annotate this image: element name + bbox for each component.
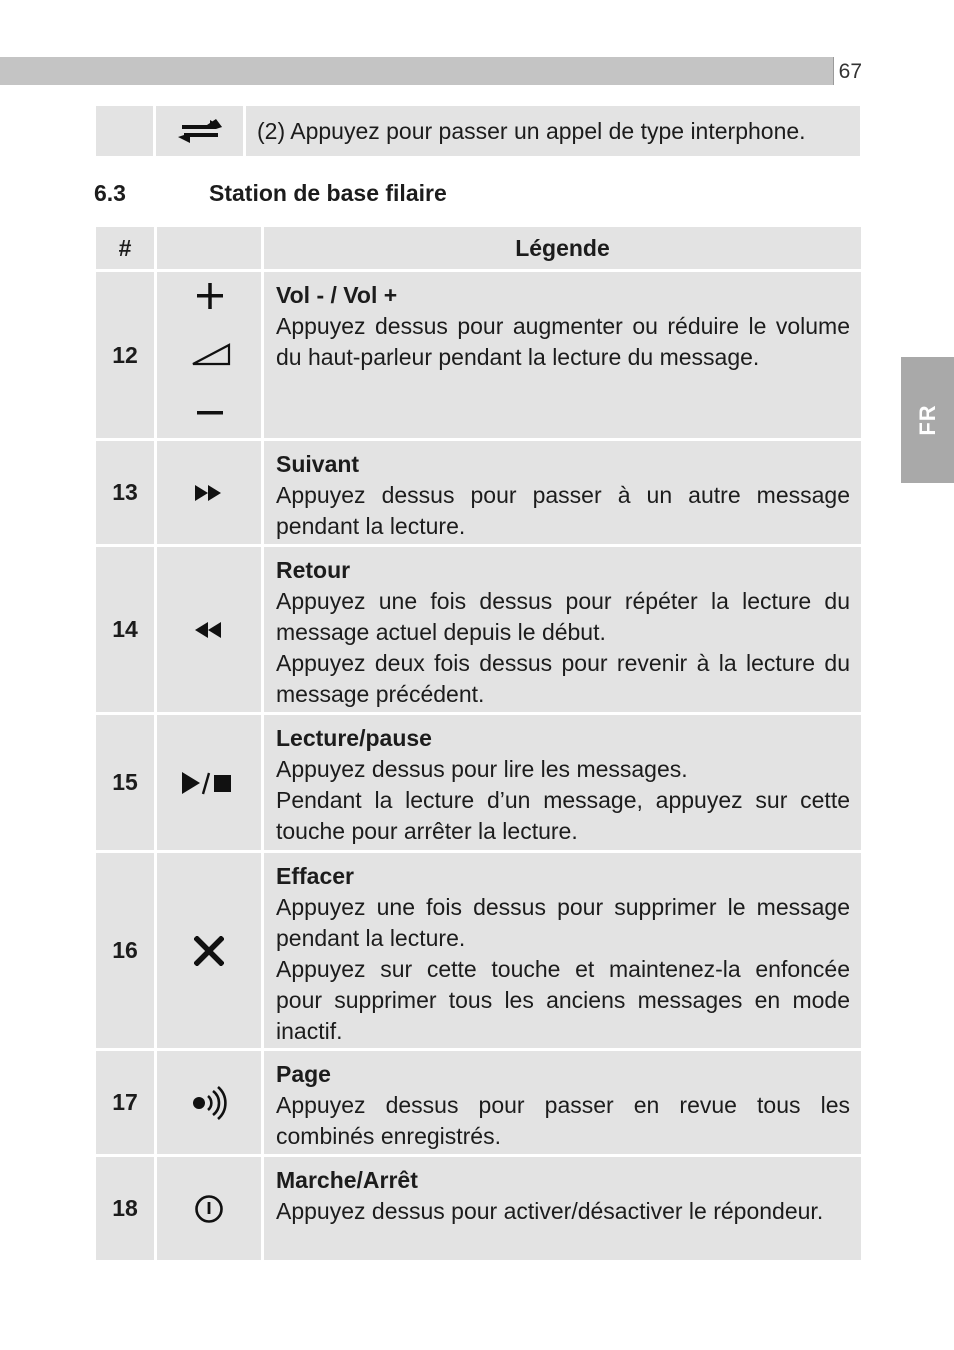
top-row-icon-cell	[156, 106, 243, 156]
section-number: 6.3	[94, 180, 126, 206]
row-16-text-2: Appuyez sur cette touche et maintenez-la enfoncée pour supprimer tous les anciens messages en mode inactif.	[276, 956, 850, 1044]
row-14-icon-cell	[157, 547, 261, 712]
row-17-icon-cell	[157, 1051, 261, 1154]
row-15-icon-cell	[157, 715, 261, 850]
row-12-text-1: Appuyez dessus pour augmenter ou réduire le volume du haut-parleur pendant la lecture du message.	[276, 313, 850, 370]
row-16-desc	[264, 853, 861, 1048]
row-16-text-1: Appuyez une fois dessus pour supprimer le message pendant la lecture.	[276, 894, 850, 951]
volume-icon	[157, 272, 261, 438]
page-signal-icon	[191, 1085, 227, 1121]
table-header-legend: Légende	[264, 227, 861, 269]
row-14-num: 14	[96, 547, 154, 712]
language-tab	[901, 357, 954, 483]
section-title: Station de base filaire	[209, 180, 447, 206]
row-12-num: 12	[96, 272, 154, 438]
row-13-title: Suivant	[276, 451, 360, 477]
rewind-icon	[195, 622, 223, 638]
top-row-num-cell	[96, 106, 153, 156]
table-header-num: #	[96, 227, 154, 269]
row-18-title: Marche/Arrêt	[276, 1167, 418, 1193]
row-12-title: Vol - / Vol +	[276, 282, 398, 308]
row-18-num: 18	[96, 1157, 154, 1260]
fast-forward-icon	[195, 485, 223, 501]
top-row-text: (2) Appuyez pour passer un appel de type interphone.	[246, 106, 860, 156]
row-17-title: Page	[276, 1061, 331, 1087]
row-12-desc	[264, 272, 861, 438]
row-13-num: 13	[96, 441, 154, 544]
top-header-bar	[0, 57, 833, 85]
row-17-text-1: Appuyez dessus pour passer en revue tous les combinés enregistrés.	[276, 1092, 850, 1149]
play-stop-icon	[182, 770, 236, 796]
row-14-text-1: Appuyez une fois dessus pour répéter la lecture du message actuel depuis le début.	[276, 588, 850, 645]
row-16-num: 16	[96, 853, 154, 1048]
row-13-desc	[264, 441, 861, 544]
row-15-desc	[264, 715, 861, 850]
row-17-desc	[264, 1051, 861, 1154]
page-number: 67	[833, 57, 862, 85]
row-14-text-2: Appuyez deux fois dessus pour revenir à la lecture du message précédent.	[276, 650, 850, 707]
row-15-title: Lecture/pause	[276, 725, 432, 751]
row-14-title: Retour	[276, 557, 351, 583]
row-18-desc	[264, 1157, 861, 1260]
row-12-icon-cell	[157, 272, 261, 438]
row-18-icon-cell	[157, 1157, 261, 1260]
row-15-num: 15	[96, 715, 154, 850]
row-13-text-1: Appuyez dessus pour passer à un autre message pendant la lecture.	[276, 482, 850, 539]
row-13-icon-cell	[157, 441, 261, 544]
row-15-text-2: Pendant la lecture d’un message, appuyez sur cette touche pour arrêter la lecture.	[276, 787, 850, 844]
language-tab-label: FR	[914, 404, 940, 436]
row-15-text-1: Appuyez dessus pour lire les messages.	[276, 756, 688, 782]
row-17-num: 17	[96, 1051, 154, 1154]
row-16-title: Effacer	[276, 863, 354, 889]
delete-x-icon	[194, 936, 224, 966]
row-16-icon-cell	[157, 853, 261, 1048]
intercom-arrows-icon	[178, 115, 222, 147]
table-header-icon	[157, 227, 261, 269]
row-18-text-1: Appuyez dessus pour activer/désactiver le répondeur.	[276, 1198, 824, 1224]
row-14-desc	[264, 547, 861, 712]
power-icon	[194, 1194, 224, 1224]
